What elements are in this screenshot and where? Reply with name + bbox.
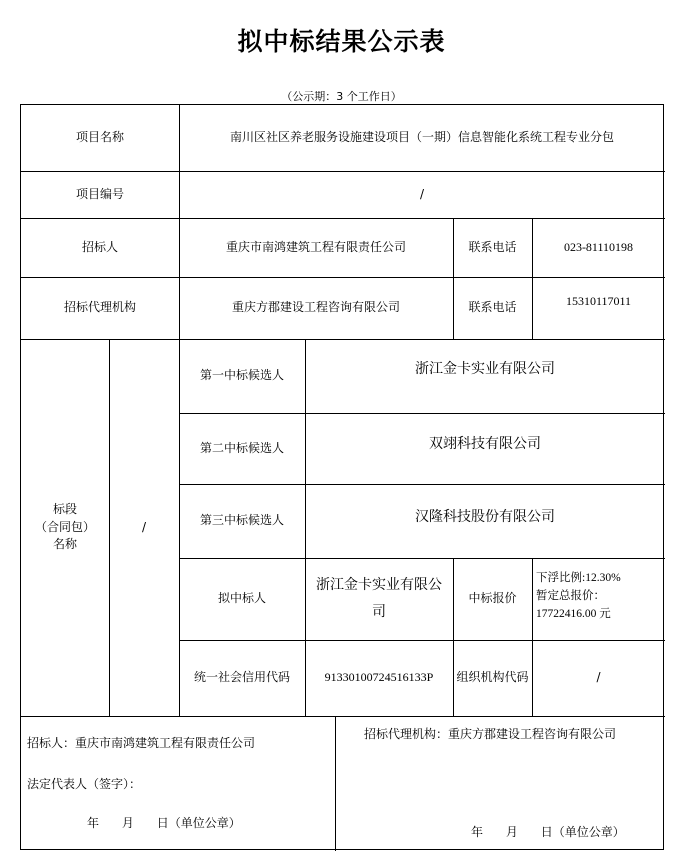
credit-code-label: 统一社会信用代码 <box>193 670 290 685</box>
candidate-3-label: 第三中标候选人 <box>199 513 284 528</box>
candidate-2-label: 第二中标候选人 <box>199 440 284 455</box>
section-label-line-3: 名称 <box>52 537 77 552</box>
section-label-line-1: 标段 <box>52 502 77 517</box>
section-name-label <box>21 339 109 716</box>
winner-name-line-2: 司 <box>372 604 386 620</box>
candidate-1-label: 第一中标候选人 <box>199 368 284 383</box>
project-number-value: / <box>419 186 425 201</box>
candidate-3-name: 汉隆科技股份有限公司 <box>415 508 555 525</box>
price-total-label: 暂定总报价： <box>536 589 605 602</box>
footer-agency-sign: 招标代理机构：重庆方郡建设工程咨询有限公司 <box>364 727 617 741</box>
page-title: 拟中标结果公示表 <box>237 27 446 56</box>
tenderer-label: 招标人 <box>81 239 118 254</box>
price-rate: 下浮比例:12.30% <box>536 572 621 584</box>
org-code: / <box>596 670 601 685</box>
agency-label: 招标代理机构 <box>63 300 136 315</box>
winner-label: 拟中标人 <box>217 591 266 606</box>
org-code-label: 组织机构代码 <box>456 670 529 685</box>
candidate-1-name: 浙江金卡实业有限公司 <box>415 360 555 377</box>
winner-name-line-1: 浙江金卡实业有限公 <box>316 577 442 594</box>
project-number-label: 项目编号 <box>75 186 124 201</box>
agency-value: 重庆方郡建设工程咨询有限公司 <box>231 300 400 315</box>
tenderer-value: 重庆市南鸿建筑工程有限责任公司 <box>225 239 406 254</box>
footer-date-right: 年 月 日（单位公章） <box>471 825 625 839</box>
candidate-2-name: 双翊科技有限公司 <box>429 436 541 453</box>
section-label-line-2: （合同包） <box>34 519 95 534</box>
winner-name <box>305 558 453 640</box>
price-total: 17722416.00 元 <box>536 607 611 620</box>
footer-legal-rep: 法定代表人（签字）： <box>27 777 142 791</box>
publicity-period: （公示期：3 个工作日） <box>281 90 402 103</box>
tenderer-phone: 023-81110198 <box>563 239 634 254</box>
tenderer-phone-label: 联系电话 <box>468 239 517 254</box>
credit-code: 91330100724516133P <box>324 670 434 685</box>
result-table <box>20 104 664 850</box>
agency-phone: 15310117011 <box>565 294 632 309</box>
bid-price-value <box>532 558 665 640</box>
footer-tenderer-sign: 招标人：重庆市南鸿建筑工程有限责任公司 <box>27 736 256 750</box>
project-name-value: 南川区社区养老服务设施建设项目（一期）信息智能化系统工程专业分包 <box>229 130 614 145</box>
footer-date-left: 年 月 日（单位公章） <box>87 816 241 830</box>
agency-phone-label: 联系电话 <box>468 300 517 315</box>
bid-price-label: 中标报价 <box>468 591 517 606</box>
section-name-value: / <box>141 519 147 534</box>
project-name-label: 项目名称 <box>75 130 124 145</box>
